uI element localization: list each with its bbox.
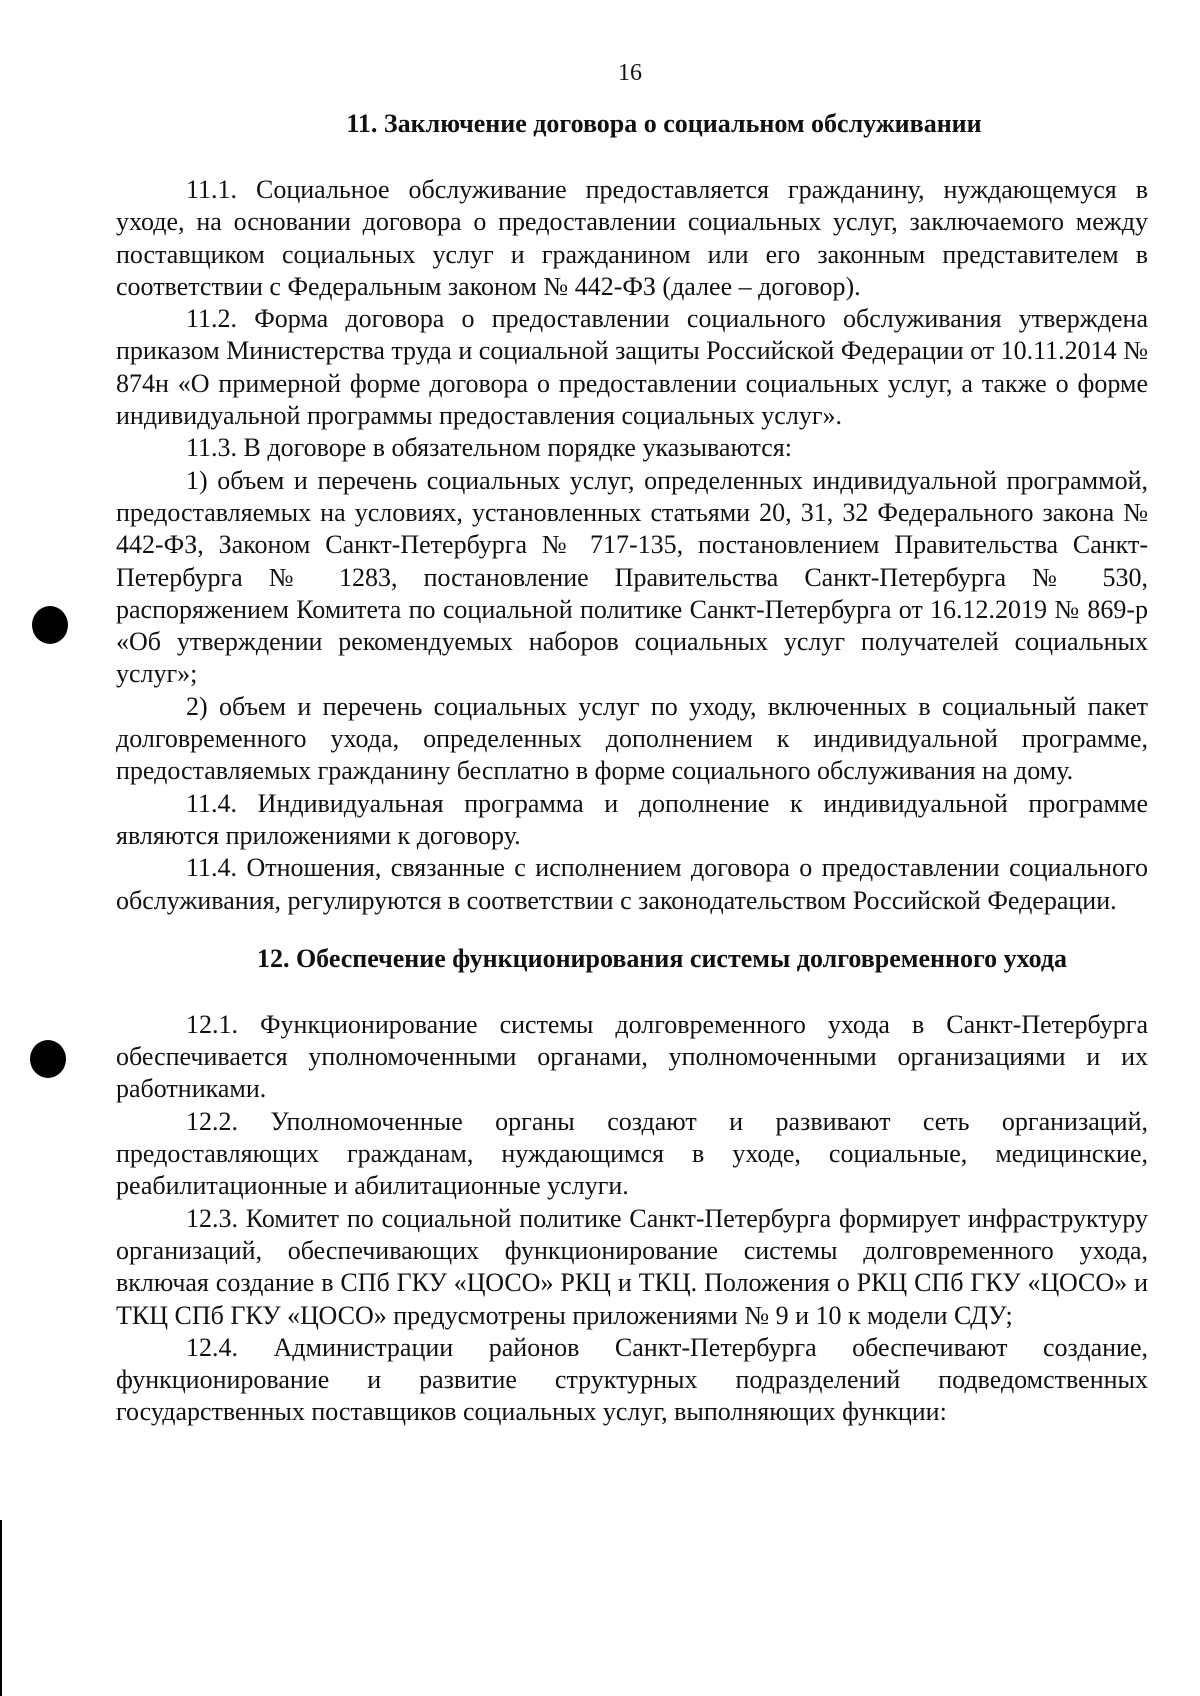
paragraph-12-4: 12.4. Администрации районов Санкт-Петербурга обеспечивают создание, функционирование и развитие структурных подразделений подведомственных государственных поставщиков социальных услуг, выполняющих функции:	[116, 1332, 1148, 1427]
paragraph-11-3-item-1: 1) объем и перечень социальных услуг, определенных индивидуальной программой, предоставляемых на условиях, установленных статьями 20, 31, 32 Федерального закона № 442-ФЗ, Законом Санкт-Петербурга № 717-135, постановлением Правительства Санкт-Петербурга № 1283, постановление Правительства Санкт-Петербурга № 530, распоряжением Комитета по социальной политике Санкт-Петербурга от 16.12.2019 № 869-р «Об утверждении рекомендуемых наборов социальных услуг получателей социальных услуг»;	[116, 465, 1148, 689]
paragraph-11-1: 11.1. Социальное обслуживание предоставляется гражданину, нуждающемуся в уходе, на основании договора о предоставлении социальных услуг, заключаемого между поставщиком социальных услуг и гражданином или его законным представителем в соответствии с Федеральным законом № 442-ФЗ (далее – договор).	[116, 175, 1148, 301]
paragraph-11-2: 11.2. Форма договора о предоставлении социального обслуживания утверждена приказом Министерства труда и социальной защиты Российской Федерации от 10.11.2014 № 874н «О примерной форме договора о предоставлении социальных услуг, а также о форме индивидуальной программы предоставления социальных услуг».	[116, 304, 1148, 431]
paragraph-11-4b: 11.4. Отношения, связанные с исполнением договора о предоставлении социального обслуживания, регулируются в соответствии с законодательством Российской Федерации.	[116, 853, 1148, 915]
paragraph-11-4a: 11.4. Индивидуальная программа и дополнение к индивидуальной программе являются приложениями к договору.	[116, 788, 1148, 850]
paragraph-11-3-item-2: 2) объем и перечень социальных услуг по уходу, включенных в социальный пакет долговременного ухода, определенных дополнением к индивидуальной программе, предоставляемых гражданину бесплатно в форме социального обслуживания на дому.	[116, 691, 1148, 786]
punch-hole-mark	[32, 606, 68, 644]
document-body	[116, 108, 1148, 1429]
punch-hole-mark	[30, 1040, 66, 1078]
section-12-heading: 12. Обеспечение функционирования системы долговременного ухода	[256, 943, 1068, 973]
paragraph-11-3: 11.3. В договоре в обязательном порядке указываются:	[186, 433, 792, 463]
scan-edge-line	[0, 1520, 2, 1696]
paragraph-12-3: 12.3. Комитет по социальной политике Санкт-Петербурга формирует инфраструктуру организаций, обеспечивающих функционирование системы долговременного ухода, включая создание в СПб ГКУ «ЦОСО» РКЦ и ТКЦ. Положения о РКЦ СПб ГКУ «ЦОСО» и ТКЦ СПб ГКУ «ЦОСО» предусмотрены приложениями № 9 и 10 к модели СДУ;	[116, 1203, 1148, 1330]
paragraph-12-1: 12.1. Функционирование системы долговременного ухода в Санкт-Петербурга обеспечивается уполномоченными органами, уполномоченными организациями и их работниками.	[116, 1009, 1148, 1104]
section-11-heading: 11. Заключение договора о социальном обслуживании	[346, 109, 982, 138]
page-number: 16	[618, 60, 642, 86]
paragraph-12-2: 12.2. Уполномоченные органы создают и развивают сеть организаций, предоставляющих гражданам, нуждающимся в уходе, социальные, медицинские, реабилитационные и абилитационные услуги.	[116, 1106, 1148, 1201]
